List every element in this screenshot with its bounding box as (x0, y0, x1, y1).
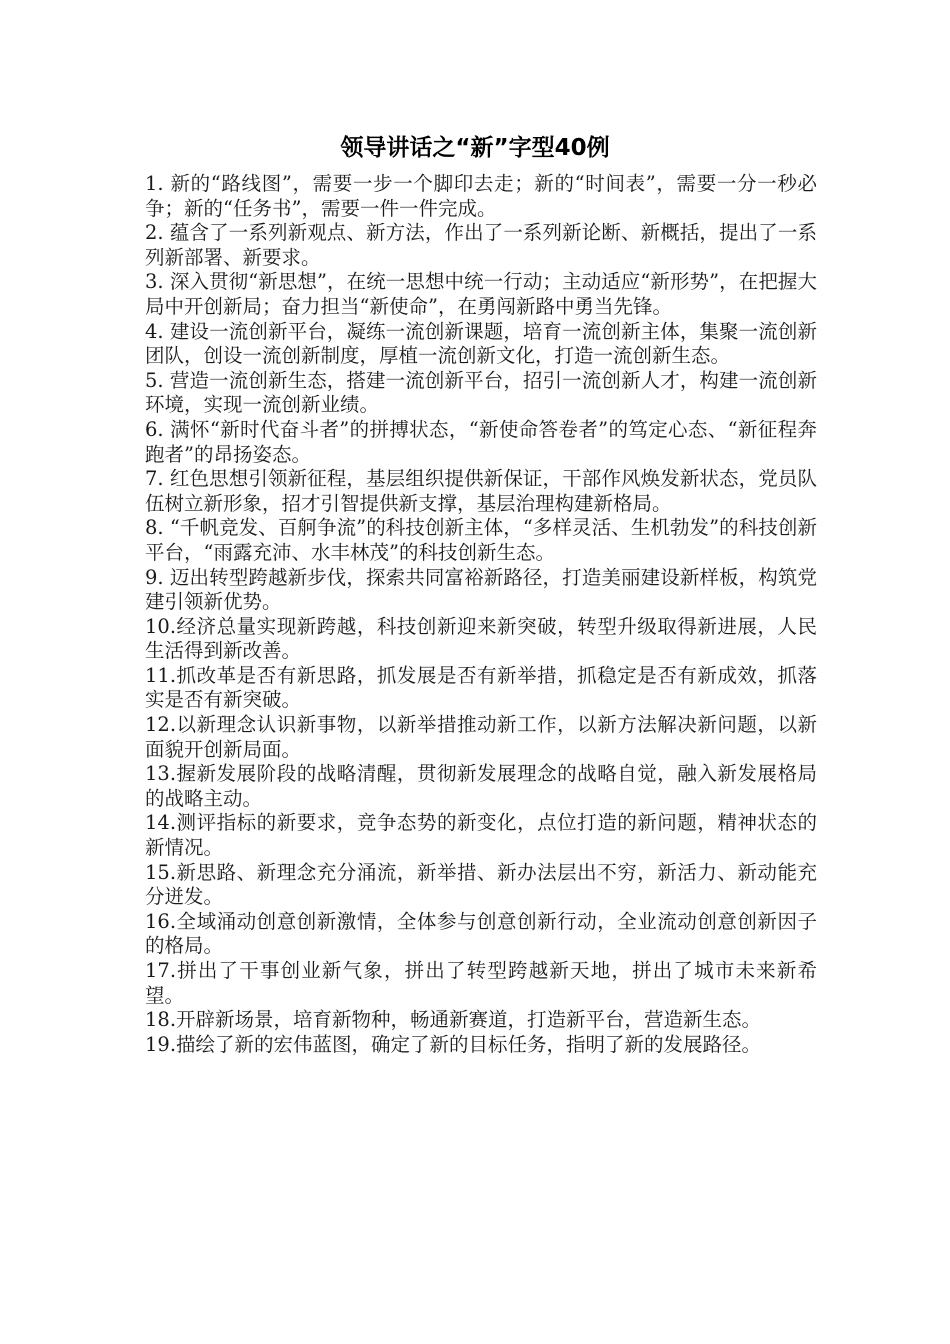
list-item: 18.开辟新场景，培育新物种，畅通新赛道，打造新平台，营造新生态。 (145, 1008, 762, 1032)
list-item: 2. 蕴含了一系列新观点、新方法，作出了一系列新论断、新概括，提出了一系列新部署、新要求。 (145, 221, 817, 269)
list-item: 5. 营造一流创新生态，搭建一流创新平台，招引一流创新人才，构建一流创新环境，实现一流创新业绩。 (145, 368, 817, 417)
document-title: 领导讲话之“新”字型40例 (340, 135, 610, 161)
list-item: 4. 建设一流创新平台，凝练一流创新课题，培育一流创新主体，集聚一流创新团队，创设一流创新制度，厚植一流创新文化，打造一流创新生态。 (145, 319, 817, 368)
list-item: 16.全域涌动创意创新激情，全体参与创意创新行动，全业流动创意创新因子的格局。 (145, 909, 817, 958)
list-item: 1. 新的“路线图”，需要一步一个脚印去走；新的“时间表”，需要一分一秒必争；新的“任务书”，需要一件一件完成。 (145, 172, 817, 220)
list-item: 17.拼出了干事创业新气象，拼出了转型跨越新天地，拼出了城市未来新希望。 (145, 959, 817, 1007)
list-item: 6. 满怀“新时代奋斗者”的拼搏状态，“新使命答卷者”的笃定心态、“新征程奔跑者”的昂扬姿态。 (145, 417, 817, 466)
list-item: 9. 迈出转型跨越新步伐，探索共同富裕新路径，打造美丽建设新样板，构筑党建引领新优势。 (145, 565, 817, 614)
list-item: 8. “千帆竞发、百舸争流”的科技创新主体，“多样灵活、生机勃发”的科技创新平台，“雨露充沛、水丰林茂”的科技创新生态。 (145, 516, 817, 564)
list-item: 3. 深入贯彻“新思想”，在统一思想中统一行动；主动适应“新形势”，在把握大局中开创新局；奋力担当“新使命”，在勇闯新路中勇当先锋。 (145, 270, 817, 318)
list-item: 12.以新理念认识新事物，以新举措推动新工作，以新方法解决新问题，以新面貌开创新局面。 (145, 713, 817, 761)
list-item: 10.经济总量实现新跨越，科技创新迎来新突破，转型升级取得新进展，人民生活得到新改善。 (145, 614, 817, 663)
document-body (145, 172, 817, 1057)
list-item: 11.抓改革是否有新思路，抓发展是否有新举措，抓稳定是否有新成效，抓落实是否有新突破。 (145, 663, 817, 712)
list-item: 14.测评指标的新要求，竞争态势的新变化，点位打造的新问题，精神状态的新情况。 (145, 811, 817, 860)
list-item: 13.握新发展阶段的战略清醒，贯彻新发展理念的战略自觉，融入新发展格局的战略主动。 (145, 762, 817, 810)
list-item: 15.新思路、新理念充分涌流，新举措、新办法层出不穷，新活力、新动能充分迸发。 (145, 860, 817, 909)
list-item: 7. 红色思想引领新征程，基层组织提供新保证，干部作风焕发新状态，党员队伍树立新形象，招才引智提供新支撑，基层治理构建新格局。 (145, 467, 817, 515)
list-item: 19.描绘了新的宏伟蓝图，确定了新的目标任务，指明了新的发展路径。 (145, 1032, 762, 1056)
